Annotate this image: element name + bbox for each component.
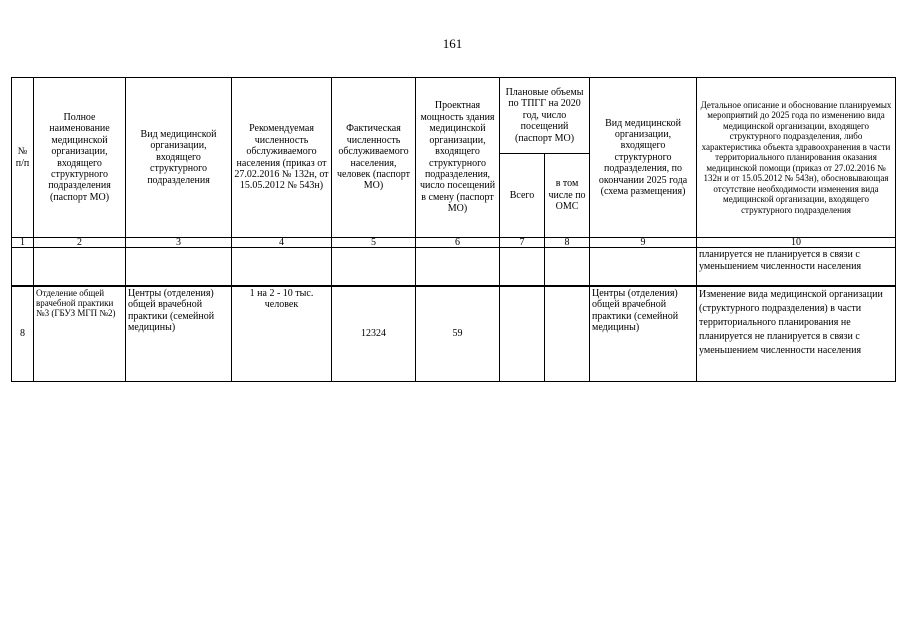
header-org-type-2025: Вид медицинской организации, входящего структурного подразделения, по окончании 2025 года (схема размещения) [590, 78, 697, 238]
col-number: 4 [232, 238, 332, 248]
recommended-population: 1 на 2 - 10 тыс. человек [232, 286, 332, 382]
description: Изменение вида медицинской организации (структурного подразделения) в части территориального планирования не планируется не планируется в связи с уменьшением численности населения [697, 286, 896, 382]
actual-population: 12324 [332, 286, 416, 382]
capacity: 59 [416, 286, 500, 382]
planned-oms [545, 286, 590, 382]
header-oms: в том числе по ОМС [545, 154, 590, 238]
col-number: 3 [126, 238, 232, 248]
facilities-table [11, 77, 896, 382]
header-total: Всего [500, 154, 545, 238]
page-number: 161 [442, 36, 463, 51]
col-number: 1 [12, 238, 34, 248]
table-row [12, 286, 896, 382]
continuation-description: планируется не планируется в связи с уменьшением численности населения [697, 248, 896, 286]
org-name: Отделение общей врачебной практики №3 (ГБУЗ МГП №2) [34, 286, 126, 382]
continuation-row [12, 248, 896, 286]
header-org-name: Полное наименование медицинской организации, входящего структурного подразделения (паспорт МО) [34, 78, 126, 238]
planned-total [500, 286, 545, 382]
header-capacity: Проектная мощность здания медицинской организации, входящего структурного подразделения, число посещений в смену (паспорт МО) [416, 78, 500, 238]
header-actual-population: Фактическая численность обслуживаемого населения, человек (паспорт МО) [332, 78, 416, 238]
header-org-type: Вид медицинской организации, входящего структурного подразделения [126, 78, 232, 238]
col-number: 10 [697, 238, 896, 248]
org-type-2025: Центры (отделения) общей врачебной практики (семейной медицины) [590, 286, 697, 382]
org-type: Центры (отделения) общей врачебной практики (семейной медицины) [126, 286, 232, 382]
header-description: Детальное описание и обоснование планируемых мероприятий до 2025 года по изменению вида медицинской организации, входящего структурного подразделения, либо характеристика объекта здравоохранения в части территориального планирования оказания медицинской помощи (приказ от 27.02.2016 № 132н и от 15.05.2012 № 543н), обосновывающая отсутствие необходимости изменения вида медицинской организации, входящего структурного подразделения [697, 78, 896, 238]
col-number: 5 [332, 238, 416, 248]
col-number: 7 [500, 238, 545, 248]
col-number: 9 [590, 238, 697, 248]
column-numbers-row [12, 238, 896, 248]
header-num: № п/п [12, 78, 34, 238]
col-number: 2 [34, 238, 126, 248]
col-number: 8 [545, 238, 590, 248]
header-planned-volumes: Плановые объемы по ТПГГ на 2020 год, число посещений (паспорт МО) [500, 78, 590, 154]
row-number: 8 [12, 286, 34, 382]
col-number: 6 [416, 238, 500, 248]
header-recommended-population: Рекомендуемая численность обслуживаемого населения (приказ от 27.02.2016 № 132н, от 15.05.2012 № 543н) [232, 78, 332, 238]
